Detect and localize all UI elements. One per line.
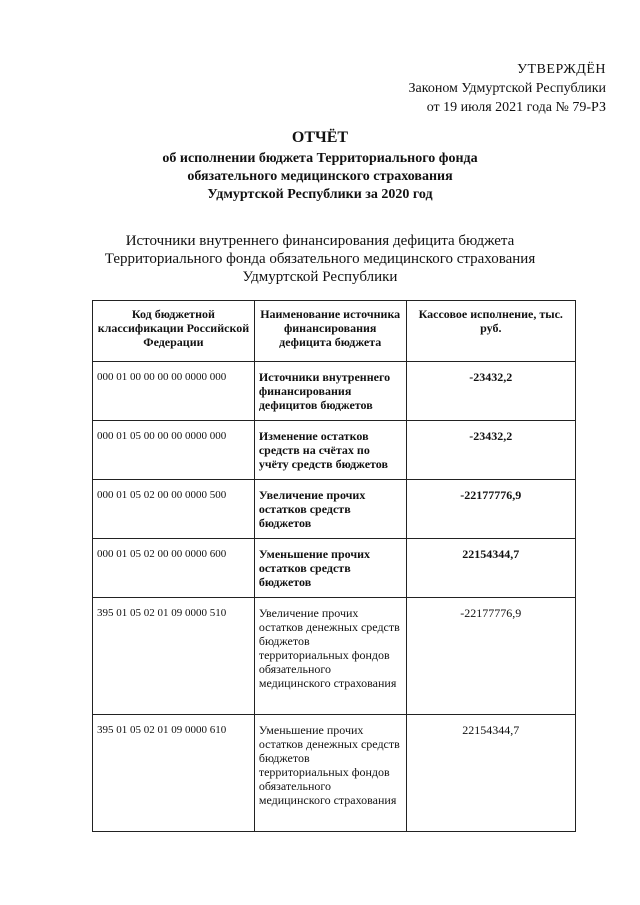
section-title-line-2: Территориального фонда обязательного медицинского страхования bbox=[104, 251, 536, 267]
row-code: 000 01 05 02 00 00 0000 500 bbox=[93, 480, 255, 539]
row-code: 000 01 05 00 00 00 0000 000 bbox=[93, 421, 255, 480]
approval-law: Законом Удмуртской Республики bbox=[408, 81, 606, 96]
report-title-main: ОТЧЁТ bbox=[291, 129, 349, 146]
table-row bbox=[93, 421, 576, 480]
financing-sources-table bbox=[92, 300, 576, 832]
table-row bbox=[93, 539, 576, 598]
row-name: Уменьшение прочих остатков средств бюджетов bbox=[254, 539, 406, 598]
approval-date: от 19 июля 2021 года № 79-РЗ bbox=[426, 100, 606, 115]
report-title bbox=[0, 128, 640, 204]
row-amount: 22154344,7 bbox=[406, 715, 575, 832]
row-code: 395 01 05 02 01 09 0000 510 bbox=[93, 598, 255, 715]
table-header-row bbox=[93, 301, 576, 362]
row-amount: -22177776,9 bbox=[406, 480, 575, 539]
approval-heading: УТВЕРЖДЁН bbox=[517, 62, 606, 77]
row-name: Уменьшение прочих остатков денежных средств бюджетов территориальных фондов обязательного медицинского страхования bbox=[254, 715, 406, 832]
row-amount: -23432,2 bbox=[406, 421, 575, 480]
row-amount: -23432,2 bbox=[406, 362, 575, 421]
section-title-line-3: Удмуртской Республики bbox=[242, 269, 398, 285]
row-code: 000 01 05 02 00 00 0000 600 bbox=[93, 539, 255, 598]
report-title-line-3: Удмуртской Республики за 2020 год bbox=[207, 187, 433, 202]
row-name: Увеличение прочих остатков средств бюджетов bbox=[254, 480, 406, 539]
report-title-line-2: обязательного медицинского страхования bbox=[187, 169, 453, 184]
row-name: Источники внутреннего финансирования дефицитов бюджетов bbox=[254, 362, 406, 421]
row-amount: 22154344,7 bbox=[406, 539, 575, 598]
row-name: Увеличение прочих остатков денежных средств бюджетов территориальных фондов обязательного медицинского страхования bbox=[254, 598, 406, 715]
section-title bbox=[0, 232, 640, 286]
row-code: 395 01 05 02 01 09 0000 610 bbox=[93, 715, 255, 832]
header-amount: Кассовое исполнение, тыс. руб. bbox=[406, 301, 575, 362]
header-code: Код бюджетной классификации Российской Федерации bbox=[93, 301, 255, 362]
table-row bbox=[93, 362, 576, 421]
report-title-line-1: об исполнении бюджета Территориального фонда bbox=[162, 151, 478, 166]
table-row bbox=[93, 598, 576, 715]
table-row bbox=[93, 480, 576, 539]
row-code: 000 01 00 00 00 00 0000 000 bbox=[93, 362, 255, 421]
table-row bbox=[93, 715, 576, 832]
header-name: Наименование источника финансирования дефицита бюджета bbox=[254, 301, 406, 362]
row-name: Изменение остатков средств на счётах по учёту средств бюджетов bbox=[254, 421, 406, 480]
section-title-line-1: Источники внутреннего финансирования дефицита бюджета bbox=[125, 233, 515, 249]
row-amount: -22177776,9 bbox=[406, 598, 575, 715]
approval-stamp bbox=[409, 60, 606, 117]
